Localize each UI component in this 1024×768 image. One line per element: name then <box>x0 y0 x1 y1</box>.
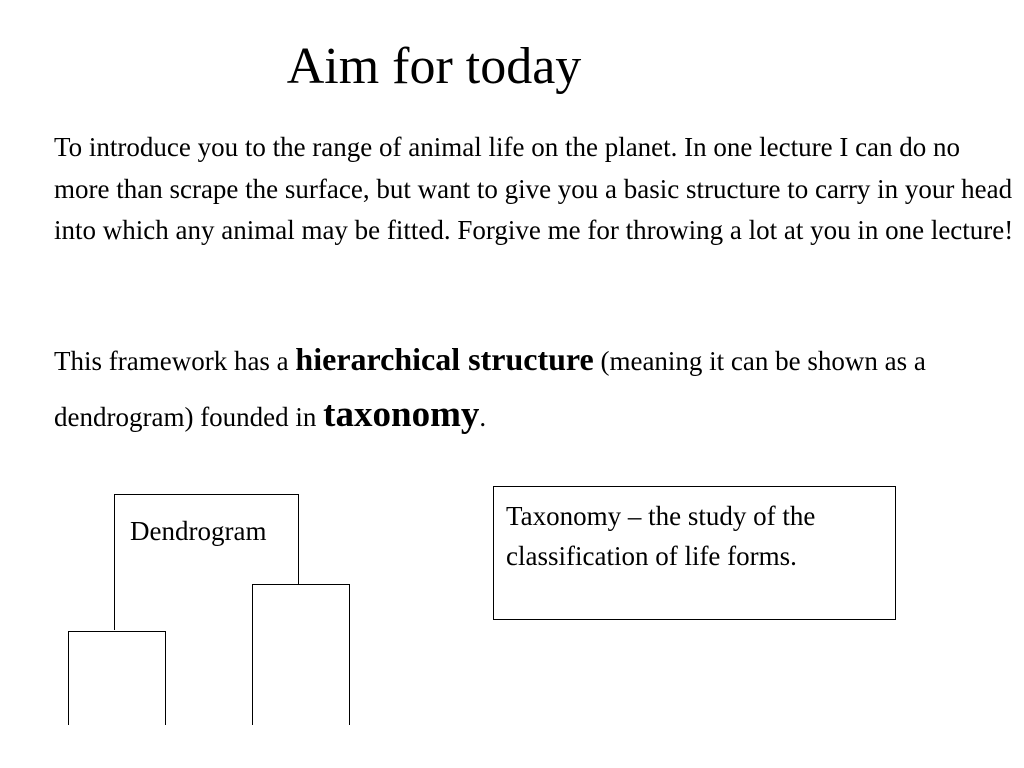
dendrogram-left-leaf <box>69 632 166 726</box>
hierarchical-structure-term: hierarchical structure <box>295 341 594 377</box>
framework-paragraph <box>54 332 1014 444</box>
slide-title: Aim for today <box>286 38 582 95</box>
dendrogram-right-leaf <box>253 585 350 726</box>
definition-text: Taxonomy – the study of the classification of life forms. <box>506 501 816 571</box>
framework-text-2: (meaning it can be shown as a dendrogram) founded in <box>54 346 926 432</box>
dendrogram-label: Dendrogram <box>130 516 267 546</box>
framework-text-3: . <box>479 402 487 432</box>
intro-paragraph: To introduce you to the range of animal life on the planet. In one lecture I can do no more than scrape the surface, but want to give you a basic structure to carry in your head into which any animal may be fitted. Forgive me for throwing a lot at you in one lecture! <box>54 132 1014 245</box>
taxonomy-term: taxonomy <box>323 394 480 435</box>
framework-text-1: This framework has a <box>54 346 296 376</box>
definition-box <box>493 486 896 620</box>
